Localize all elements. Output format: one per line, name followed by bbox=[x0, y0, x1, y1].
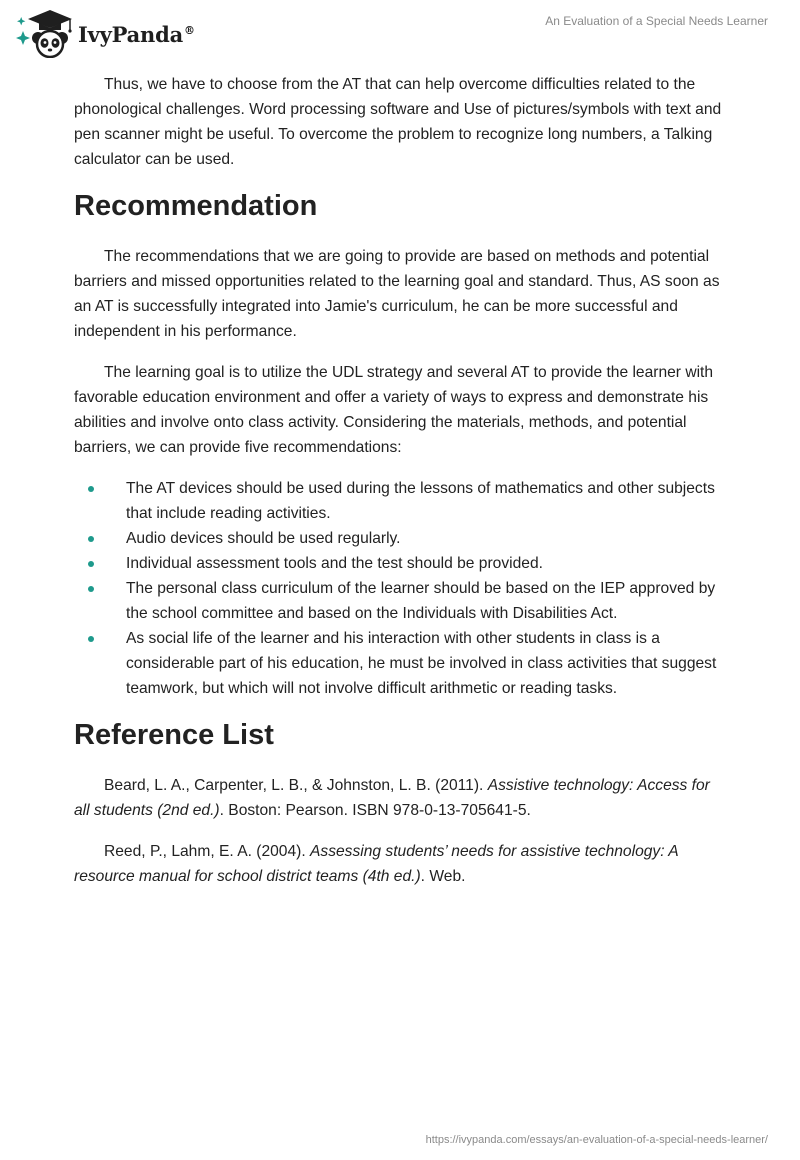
panda-graduate-icon bbox=[14, 8, 72, 58]
bullet-icon bbox=[88, 636, 94, 642]
list-item bbox=[74, 576, 726, 626]
bullet-icon bbox=[88, 561, 94, 567]
list-item bbox=[74, 526, 726, 551]
list-item-text: The personal class curriculum of the learner should be based on the IEP approved by the school committee and based on the Individuals with Disabilities Act. bbox=[126, 580, 716, 622]
logo-wordmark bbox=[78, 22, 195, 47]
recommendation-paragraph-2: The learning goal is to utilize the UDL strategy and several AT to provide the learner with favorable education environment and offer a variety of ways to express and demonstrate his abilities and involve onto class activity. Considering the materials, methods, and potential barriers, we can provide five recommendations: bbox=[74, 364, 714, 456]
reference-entry bbox=[74, 839, 726, 889]
logo-name: IvyPanda bbox=[78, 21, 184, 47]
list-item bbox=[74, 551, 726, 576]
reference-details: . Boston: Pearson. ISBN 978-0-13-705641-5. bbox=[219, 802, 531, 819]
essay-content bbox=[74, 72, 726, 905]
document-title: An Evaluation of a Special Needs Learner bbox=[545, 14, 768, 28]
source-url-link[interactable]: https://ivypanda.com/essays/an-evaluation-of-a-special-needs-learner/ bbox=[425, 1134, 768, 1146]
recommendation-list bbox=[74, 476, 726, 701]
bullet-icon bbox=[88, 486, 94, 492]
reference-entry bbox=[74, 773, 726, 823]
list-item-text: Individual assessment tools and the test should be provided. bbox=[126, 555, 543, 572]
ivypanda-logo[interactable] bbox=[14, 8, 195, 58]
reference-title: Assistive technology: Access for all students (2nd ed.) bbox=[74, 777, 710, 819]
intro-paragraph: Thus, we have to choose from the AT that can help overcome difficulties related to the phonological challenges. Word processing software and Use of pictures/symbols with text and pen scanner might be useful. To overcome the problem to recognize long numbers, a Talking calculator can be used. bbox=[74, 76, 722, 168]
page-header bbox=[0, 0, 800, 66]
recommendation-paragraph-1: The recommendations that we are going to provide are based on methods and potential barriers and missed opportunities related to the learning goal and standard. Thus, AS soon as an AT is successfully integrated into Jamie's curriculum, he can be more successful and independent in his performance. bbox=[74, 248, 720, 340]
list-item-text: Audio devices should be used regularly. bbox=[126, 530, 401, 547]
bullet-icon bbox=[88, 536, 94, 542]
bullet-icon bbox=[88, 586, 94, 592]
reference-details: . Web. bbox=[420, 868, 466, 885]
reference-list-heading: Reference List bbox=[74, 719, 274, 751]
registered-mark: ® bbox=[184, 23, 195, 37]
list-item bbox=[74, 476, 726, 526]
reference-authors: Beard, L. A., Carpenter, L. B., & Johnston, L. B. (2011). bbox=[104, 777, 488, 794]
reference-authors: Reed, P., Lahm, E. A. (2004). bbox=[104, 843, 311, 860]
list-item bbox=[74, 626, 726, 701]
list-item-text: As social life of the learner and his interaction with other students in class is a considerable part of his education, he must be involved in class activities that suggest teamwork, but which will not involve difficult arithmetic or reading tasks. bbox=[126, 630, 717, 697]
list-item-text: The AT devices should be used during the lessons of mathematics and other subjects that include reading activities. bbox=[126, 480, 715, 522]
reference-title: Assessing students’ needs for assistive technology: A resource manual for school district teams (4th ed.) bbox=[74, 843, 679, 885]
recommendation-heading: Recommendation bbox=[74, 190, 318, 222]
